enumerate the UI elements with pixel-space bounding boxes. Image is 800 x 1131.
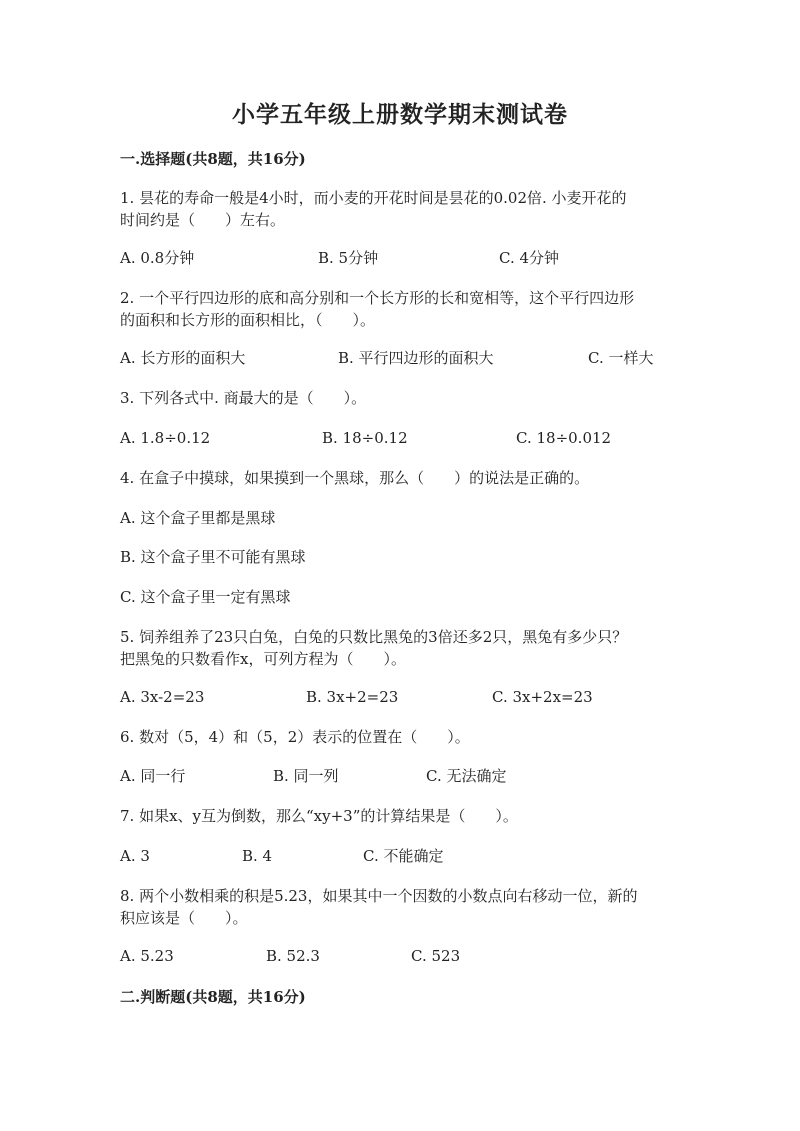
section-heading-judgement: 二.判断题(共8题，共16分): [120, 988, 306, 1006]
question-2-option-b: B. 平行四边形的面积大: [338, 349, 494, 367]
question-7-option-a: A. 3: [120, 847, 150, 865]
question-4-line-1: 4. 在盒子中摸球，如果摸到一个黑球，那么（ ）的说法是正确的。: [120, 469, 590, 487]
question-7-option-b: B. 4: [242, 847, 273, 865]
question-1-option-b: B. 5分钟: [318, 249, 379, 267]
question-6-option-b: B. 同一列: [273, 767, 339, 785]
question-3-option-c: C. 18÷0.012: [516, 429, 612, 447]
question-4-option-c: C. 这个盒子里一定有黑球: [120, 588, 291, 606]
question-8-option-c: C. 523: [411, 947, 461, 965]
question-4-option-a: A. 这个盒子里都是黑球: [120, 509, 276, 527]
question-4-option-b: B. 这个盒子里不可能有黑球: [120, 548, 306, 566]
question-8-line-1: 8. 两个小数相乘的积是5.23，如果其中一个因数的小数点向右移动一位，新的: [120, 887, 638, 905]
question-5-line-1: 5. 饲养组养了23只白兔，白兔的只数比黑兔的3倍还多2只，黑兔有多少只？: [120, 628, 628, 646]
question-8-option-b: B. 52.3: [266, 947, 320, 965]
question-6-option-c: C. 无法确定: [426, 767, 507, 785]
question-2-option-c: C. 一样大: [588, 349, 654, 367]
question-2-option-a: A. 长方形的面积大: [120, 349, 246, 367]
question-5-line-2: 把黑兔的只数看作x，可列方程为（ ）。: [120, 650, 406, 668]
question-2-line-1: 2. 一个平行四边形的底和高分别和一个长方形的长和宽相等，这个平行四边形: [120, 289, 635, 307]
question-5-option-b: B. 3x+2=23: [306, 688, 399, 706]
question-1-option-c: C. 4分钟: [499, 249, 560, 267]
question-5-option-c: C. 3x+2x=23: [492, 688, 593, 706]
question-1-line-1: 1. 昙花的寿命一般是4小时，而小麦的开花时间是昙花的0.02倍. 小麦开花的: [120, 189, 627, 207]
question-6-line-1: 6. 数对（5，4）和（5，2）表示的位置在（ ）。: [120, 728, 470, 746]
question-8-option-a: A. 5.23: [120, 947, 174, 965]
question-3-line-1: 3. 下列各式中. 商最大的是（ ）。: [120, 389, 367, 407]
question-5-option-a: A. 3x-2=23: [120, 688, 205, 706]
question-2-line-2: 的面积和长方形的面积相比，（ ）。: [120, 311, 376, 329]
question-3-option-a: A. 1.8÷0.12: [120, 429, 211, 447]
question-6-option-a: A. 同一行: [120, 767, 186, 785]
question-7-line-1: 7. 如果x、y互为倒数，那么“xy+3”的计算结果是（ ）。: [120, 807, 518, 825]
question-1-line-2: 时间约是（ ）左右。: [120, 211, 286, 229]
question-8-line-2: 积应该是（ ）。: [120, 909, 248, 927]
question-7-option-c: C. 不能确定: [363, 847, 444, 865]
question-3-option-b: B. 18÷0.12: [322, 429, 408, 447]
section-heading-choice: 一.选择题(共8题，共16分): [120, 150, 306, 168]
question-1-option-a: A. 0.8分钟: [120, 249, 195, 267]
page-title: 小学五年级上册数学期末测试卷: [232, 101, 568, 128]
